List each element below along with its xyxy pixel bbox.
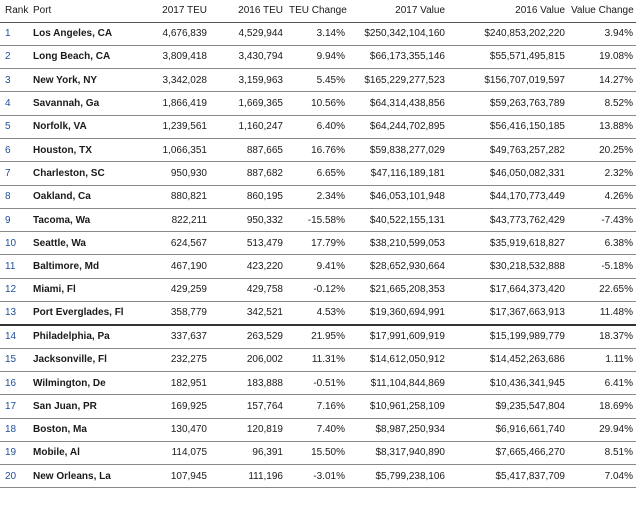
cell-rank: 5 (0, 115, 30, 138)
cell-2016-value: $46,050,082,331 (448, 162, 568, 185)
cell-teu-change: 7.16% (286, 395, 348, 418)
cell-2017-value: $66,173,355,146 (348, 45, 448, 68)
cell-2017-teu: 880,821 (138, 185, 210, 208)
cell-port: Los Angeles, CA (30, 22, 138, 45)
cell-2016-teu: 96,391 (210, 441, 286, 464)
header-rank: Rank (0, 0, 30, 22)
cell-rank: 16 (0, 371, 30, 394)
cell-teu-change: 4.53% (286, 302, 348, 325)
cell-teu-change: 6.65% (286, 162, 348, 185)
table-row (0, 418, 636, 441)
cell-rank: 9 (0, 208, 30, 231)
cell-value-change: 14.27% (568, 69, 636, 92)
table-row (0, 185, 636, 208)
cell-2016-value: $156,707,019,597 (448, 69, 568, 92)
cell-2017-value: $59,838,277,029 (348, 138, 448, 161)
cell-rank: 17 (0, 395, 30, 418)
cell-2017-value: $10,961,258,109 (348, 395, 448, 418)
header-port: Port (30, 0, 138, 22)
cell-port: Long Beach, CA (30, 45, 138, 68)
cell-2016-value: $43,773,762,429 (448, 208, 568, 231)
cell-teu-change: -3.01% (286, 465, 348, 488)
cell-rank: 12 (0, 278, 30, 301)
cell-port: Tacoma, Wa (30, 208, 138, 231)
cell-2017-teu: 232,275 (138, 348, 210, 371)
cell-value-change: 29.94% (568, 418, 636, 441)
cell-value-change: 2.32% (568, 162, 636, 185)
cell-rank: 20 (0, 465, 30, 488)
cell-2017-value: $28,652,930,664 (348, 255, 448, 278)
cell-2017-value: $5,799,238,106 (348, 465, 448, 488)
header-teu-change: TEU Change (286, 0, 348, 22)
cell-2016-value: $49,763,257,282 (448, 138, 568, 161)
cell-2016-value: $44,170,773,449 (448, 185, 568, 208)
cell-2016-teu: 887,665 (210, 138, 286, 161)
cell-2017-value: $8,317,940,890 (348, 441, 448, 464)
table-row (0, 371, 636, 394)
cell-port: Wilmington, De (30, 371, 138, 394)
cell-value-change: 18.69% (568, 395, 636, 418)
cell-2016-teu: 183,888 (210, 371, 286, 394)
header-value-change: Value Change (568, 0, 636, 22)
cell-2017-value: $14,612,050,912 (348, 348, 448, 371)
cell-2017-teu: 182,951 (138, 371, 210, 394)
cell-value-change: -7.43% (568, 208, 636, 231)
table-row (0, 92, 636, 115)
cell-rank: 11 (0, 255, 30, 278)
cell-2017-teu: 624,567 (138, 232, 210, 255)
cell-2016-teu: 157,764 (210, 395, 286, 418)
cell-value-change: 7.04% (568, 465, 636, 488)
cell-rank: 7 (0, 162, 30, 185)
cell-2016-value: $17,664,373,420 (448, 278, 568, 301)
cell-2017-teu: 4,676,839 (138, 22, 210, 45)
table-row (0, 138, 636, 161)
cell-rank: 13 (0, 302, 30, 325)
cell-2017-teu: 337,637 (138, 325, 210, 348)
cell-value-change: 4.26% (568, 185, 636, 208)
cell-2016-teu: 429,758 (210, 278, 286, 301)
cell-2017-teu: 3,342,028 (138, 69, 210, 92)
cell-rank: 14 (0, 325, 30, 348)
cell-2017-teu: 467,190 (138, 255, 210, 278)
cell-2016-teu: 1,160,247 (210, 115, 286, 138)
cell-value-change: 8.51% (568, 441, 636, 464)
cell-2016-teu: 3,430,794 (210, 45, 286, 68)
cell-teu-change: 2.34% (286, 185, 348, 208)
cell-teu-change: 17.79% (286, 232, 348, 255)
cell-teu-change: 21.95% (286, 325, 348, 348)
cell-port: Port Everglades, Fl (30, 302, 138, 325)
cell-2017-teu: 114,075 (138, 441, 210, 464)
cell-teu-change: 10.56% (286, 92, 348, 115)
cell-port: Seattle, Wa (30, 232, 138, 255)
cell-2017-teu: 107,945 (138, 465, 210, 488)
cell-2017-value: $21,665,208,353 (348, 278, 448, 301)
cell-rank: 2 (0, 45, 30, 68)
cell-rank: 18 (0, 418, 30, 441)
cell-value-change: 3.94% (568, 22, 636, 45)
cell-2016-value: $15,199,989,779 (448, 325, 568, 348)
cell-2016-value: $240,853,202,220 (448, 22, 568, 45)
cell-teu-change: -0.12% (286, 278, 348, 301)
cell-port: Charleston, SC (30, 162, 138, 185)
cell-2016-value: $35,919,618,827 (448, 232, 568, 255)
table-row (0, 162, 636, 185)
table-row (0, 115, 636, 138)
table-row (0, 441, 636, 464)
cell-rank: 8 (0, 185, 30, 208)
table-row (0, 325, 636, 348)
cell-value-change: 20.25% (568, 138, 636, 161)
cell-port: Mobile, Al (30, 441, 138, 464)
cell-2016-value: $56,416,150,185 (448, 115, 568, 138)
cell-2016-teu: 3,159,963 (210, 69, 286, 92)
cell-port: Jacksonville, Fl (30, 348, 138, 371)
cell-rank: 1 (0, 22, 30, 45)
cell-value-change: 19.08% (568, 45, 636, 68)
cell-2017-teu: 358,779 (138, 302, 210, 325)
cell-2017-value: $250,342,104,160 (348, 22, 448, 45)
cell-teu-change: -15.58% (286, 208, 348, 231)
cell-2016-teu: 4,529,944 (210, 22, 286, 45)
cell-2017-value: $47,116,189,181 (348, 162, 448, 185)
cell-2017-value: $40,522,155,131 (348, 208, 448, 231)
table-row (0, 22, 636, 45)
cell-value-change: 22.65% (568, 278, 636, 301)
cell-2016-value: $6,916,661,740 (448, 418, 568, 441)
cell-2017-teu: 1,066,351 (138, 138, 210, 161)
header-2017-teu: 2017 TEU (138, 0, 210, 22)
cell-2016-teu: 860,195 (210, 185, 286, 208)
table-row (0, 232, 636, 255)
table-row (0, 45, 636, 68)
table-row (0, 255, 636, 278)
cell-port: Oakland, Ca (30, 185, 138, 208)
table-row (0, 395, 636, 418)
cell-rank: 3 (0, 69, 30, 92)
cell-port: Philadelphia, Pa (30, 325, 138, 348)
cell-port: Norfolk, VA (30, 115, 138, 138)
header-2017-value: 2017 Value (348, 0, 448, 22)
cell-port: New Orleans, La (30, 465, 138, 488)
cell-2016-value: $55,571,495,815 (448, 45, 568, 68)
cell-teu-change: 3.14% (286, 22, 348, 45)
cell-teu-change: -0.51% (286, 371, 348, 394)
header-2016-teu: 2016 TEU (210, 0, 286, 22)
cell-2017-teu: 169,925 (138, 395, 210, 418)
cell-2016-teu: 120,819 (210, 418, 286, 441)
table-header (0, 0, 636, 22)
cell-2016-value: $10,436,341,945 (448, 371, 568, 394)
cell-teu-change: 15.50% (286, 441, 348, 464)
cell-port: Boston, Ma (30, 418, 138, 441)
cell-teu-change: 7.40% (286, 418, 348, 441)
table-row (0, 302, 636, 325)
cell-teu-change: 11.31% (286, 348, 348, 371)
cell-2017-teu: 1,239,561 (138, 115, 210, 138)
cell-2017-value: $38,210,599,053 (348, 232, 448, 255)
cell-rank: 10 (0, 232, 30, 255)
cell-port: Houston, TX (30, 138, 138, 161)
cell-2016-value: $14,452,263,686 (448, 348, 568, 371)
cell-2016-teu: 111,196 (210, 465, 286, 488)
cell-value-change: 1.11% (568, 348, 636, 371)
cell-2017-teu: 1,866,419 (138, 92, 210, 115)
table-row (0, 278, 636, 301)
cell-port: Baltimore, Md (30, 255, 138, 278)
cell-value-change: 18.37% (568, 325, 636, 348)
cell-rank: 15 (0, 348, 30, 371)
cell-rank: 6 (0, 138, 30, 161)
cell-port: Savannah, Ga (30, 92, 138, 115)
cell-rank: 19 (0, 441, 30, 464)
cell-2017-teu: 429,259 (138, 278, 210, 301)
table-row (0, 69, 636, 92)
cell-teu-change: 6.40% (286, 115, 348, 138)
cell-value-change: 6.41% (568, 371, 636, 394)
cell-2016-teu: 263,529 (210, 325, 286, 348)
cell-2016-value: $5,417,837,709 (448, 465, 568, 488)
cell-2017-value: $46,053,101,948 (348, 185, 448, 208)
cell-rank: 4 (0, 92, 30, 115)
cell-value-change: 6.38% (568, 232, 636, 255)
cell-2016-teu: 423,220 (210, 255, 286, 278)
cell-teu-change: 16.76% (286, 138, 348, 161)
cell-2016-teu: 950,332 (210, 208, 286, 231)
cell-2016-value: $59,263,763,789 (448, 92, 568, 115)
cell-value-change: 11.48% (568, 302, 636, 325)
cell-port: Miami, Fl (30, 278, 138, 301)
cell-2017-teu: 822,211 (138, 208, 210, 231)
cell-2016-value: $7,665,466,270 (448, 441, 568, 464)
cell-port: San Juan, PR (30, 395, 138, 418)
table-row (0, 348, 636, 371)
cell-2016-teu: 887,682 (210, 162, 286, 185)
cell-2016-value: $9,235,547,804 (448, 395, 568, 418)
cell-value-change: 13.88% (568, 115, 636, 138)
cell-teu-change: 9.94% (286, 45, 348, 68)
cell-2016-teu: 342,521 (210, 302, 286, 325)
cell-port: New York, NY (30, 69, 138, 92)
cell-2017-teu: 3,809,418 (138, 45, 210, 68)
table-body (0, 22, 636, 488)
cell-value-change: 8.52% (568, 92, 636, 115)
cell-2017-value: $64,244,702,895 (348, 115, 448, 138)
header-2016-value: 2016 Value (448, 0, 568, 22)
cell-2017-value: $19,360,694,991 (348, 302, 448, 325)
cell-2017-value: $11,104,844,869 (348, 371, 448, 394)
cell-2017-value: $64,314,438,856 (348, 92, 448, 115)
cell-2016-value: $30,218,532,888 (448, 255, 568, 278)
cell-2016-teu: 513,479 (210, 232, 286, 255)
cell-2017-value: $17,991,609,919 (348, 325, 448, 348)
cell-2016-teu: 206,002 (210, 348, 286, 371)
cell-2016-teu: 1,669,365 (210, 92, 286, 115)
cell-2016-value: $17,367,663,913 (448, 302, 568, 325)
cell-teu-change: 9.41% (286, 255, 348, 278)
cell-2017-teu: 950,930 (138, 162, 210, 185)
header-row (0, 0, 636, 22)
table-row (0, 208, 636, 231)
table-row (0, 465, 636, 488)
cell-teu-change: 5.45% (286, 69, 348, 92)
cell-2017-value: $8,987,250,934 (348, 418, 448, 441)
cell-value-change: -5.18% (568, 255, 636, 278)
cell-2017-teu: 130,470 (138, 418, 210, 441)
cell-2017-value: $165,229,277,523 (348, 69, 448, 92)
